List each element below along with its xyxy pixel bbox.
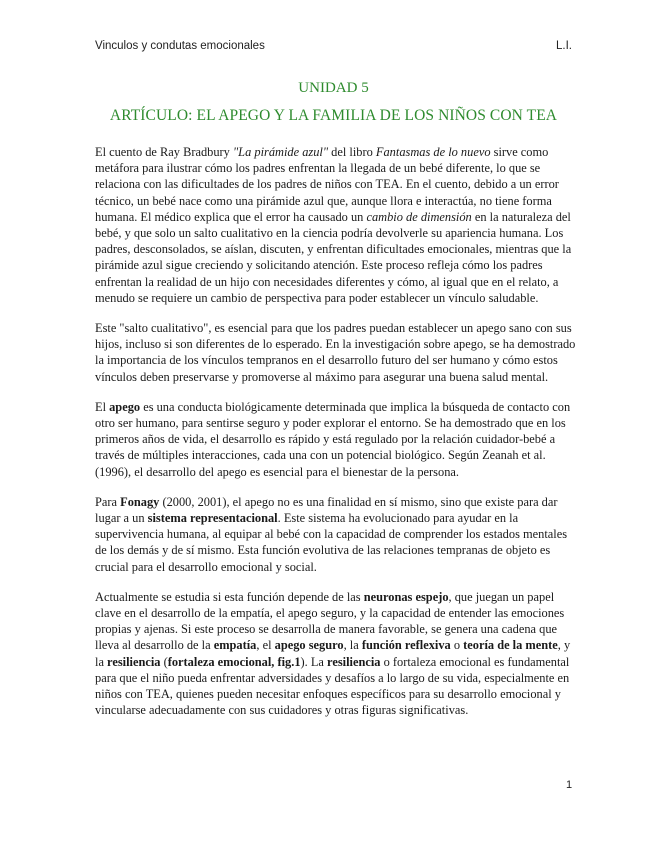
paragraph-3 xyxy=(95,399,579,480)
text-run: , el xyxy=(256,638,275,653)
bold-term: apego xyxy=(109,399,141,414)
page-header xyxy=(95,40,572,52)
header-initials: L.I. xyxy=(556,40,572,52)
paragraph-2 xyxy=(95,320,579,385)
text-run: en la naturaleza del bebé, y que solo un salto cualitativo en la ciencia podría devolverle su apariencia humana. Los padres, desconsolados, se aíslan, discuten, y enfrentan dificultades emocionales, mientras que la pirámide azul sigue creciendo y solicitando atención. Este proceso refleja cómo los padres enfrentan la realidad de un hijo con necesidades diferentes y cómo, al igual que en el relato, a menudo se requiere un cambio de perspectiva para poder establecer un vínculo saludable. xyxy=(95,209,572,305)
bold-term: sistema representacional xyxy=(147,511,278,526)
bold-term: empatía xyxy=(213,638,257,653)
text-run: Actualmente se estudia si esta función depende de las xyxy=(95,589,364,604)
paragraph-1 xyxy=(95,144,579,306)
article-body xyxy=(95,144,579,733)
italic-term: "La pirámide azul" xyxy=(232,145,329,159)
text-run: o fortaleza emocional es fundamental para que el niño pueda enfrentar adversidades y desafíos a lo largo de su vida, especialmente en niños con TEA, quienes pueden necesitar enfoques específicos para su desarrollo emocional y vincularse adecuadamente con sus cuidadores y otras figuras significativas. xyxy=(95,654,570,718)
text-run: Para xyxy=(95,494,121,509)
text-run: (2000, 2001), el apego no es una finalidad en sí mismo, sino que existe para dar lugar a un xyxy=(95,494,558,526)
text-run: es una conducta biológicamente determinada que implica la búsqueda de contacto con otro ser humano, para sentirse seguro y poder explorar el entorno. Se ha demostrado que en los primeros años de vida, el desarrollo es rápido y está regulado por la relación cuidador-bebé a través de múltiples interacciones, cada una con un potencial biológico. Según Zeanah et al. (1996), el desarrollo del apego es esencial para el bienestar de la persona. xyxy=(95,399,571,479)
bold-term: neuronas espejo xyxy=(363,589,449,604)
text-run: sirve como metáfora para ilustrar cómo los padres enfrentan la llegada de un bebé diferente, lo que se relaciona con las dificultades de los padres de niños con TEA. En el cuento, debido a un error técnico, un bebé nace como una pirámide azul que, aunque llora e interactúa, no tiene forma humana. El médico explica que el error ha causado un xyxy=(95,145,559,224)
text-run: El xyxy=(95,399,110,414)
header-title: Vinculos y condutas emocionales xyxy=(95,40,265,52)
text-run: del libro xyxy=(328,145,376,159)
paragraph-5 xyxy=(95,589,579,719)
italic-term: Fantasmas de lo nuevo xyxy=(375,145,491,159)
text-run: , que juegan un papel clave en el desarrollo de la empatía, el apego seguro, y la capacidad de entender las emociones propias y ajenas. Si este proceso se desarrolla de manera favorable, se genera una cadena que lleva al desarrollo de la xyxy=(95,589,565,653)
bold-term: fortaleza emocional, fig.1 xyxy=(167,654,301,669)
text-run: Este "salto cualitativo", es esencial para que los padres puedan establecer un apego sano con sus hijos, incluso si son diferentes de lo esperado. En la investigación sobre apego, se ha demostrado la importancia de los vínculos tempranos en el desarrollo futuro del ser humano y cómo estos vínculos deben preservarse y promoverse al máximo para asegurar una buena salud mental. xyxy=(95,321,576,384)
bold-term: función reflexiva xyxy=(361,638,451,653)
text-run: El cuento de Ray Bradbury xyxy=(95,145,233,159)
bold-term: Fonagy xyxy=(120,494,160,509)
article-title: ARTÍCULO: EL APEGO Y LA FAMILIA DE LOS NIÑOS CON TEA xyxy=(109,107,558,124)
unit-title: UNIDAD 5 xyxy=(298,80,369,96)
text-run: o xyxy=(450,638,464,653)
text-run: ( xyxy=(160,654,168,669)
bold-term: apego seguro xyxy=(274,638,344,653)
text-run: , la xyxy=(343,638,362,653)
page-number: 1 xyxy=(566,779,573,791)
bold-term: teoría de la mente xyxy=(463,638,558,653)
text-run: ). La xyxy=(300,654,328,669)
bold-term: resiliencia xyxy=(107,654,161,669)
text-run: , y la xyxy=(95,638,571,669)
text-run: . Este sistema ha evolucionado para ayudar en la supervivencia humana, al equipar al bebé con la capacidad de comprender los estados mentales de los demás y de sí mismo. Esta función evolutiva de las relaciones tempranas de objeto es crucial para el desarrollo emocional y social. xyxy=(95,511,568,574)
bold-term: resiliencia xyxy=(327,654,381,669)
paragraph-4 xyxy=(95,494,579,575)
italic-term: cambio de dimensión xyxy=(366,209,472,224)
